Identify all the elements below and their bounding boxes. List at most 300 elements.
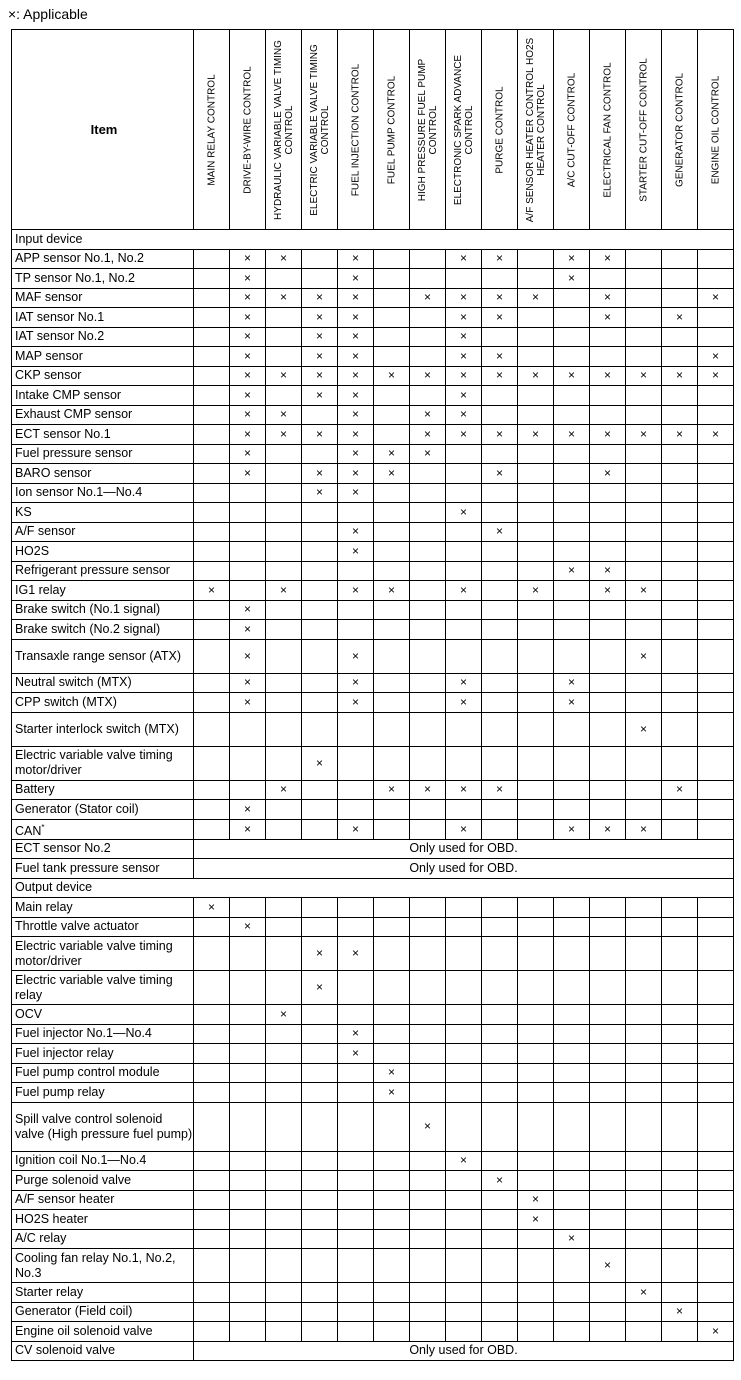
applicable-mark: × <box>482 288 518 308</box>
empty-cell <box>410 542 446 562</box>
empty-cell <box>266 937 302 971</box>
table-row <box>12 288 734 308</box>
applicable-mark: × <box>446 503 482 523</box>
empty-cell <box>482 1283 518 1303</box>
item-label: Brake switch (No.1 signal) <box>15 602 161 617</box>
item-label: Fuel injector No.1—No.4 <box>15 1026 152 1041</box>
empty-cell <box>626 503 662 523</box>
empty-cell <box>482 1151 518 1171</box>
item-label: IG1 relay <box>15 582 66 597</box>
empty-cell <box>554 1083 590 1103</box>
applicable-mark: × <box>446 366 482 386</box>
empty-cell <box>626 327 662 347</box>
empty-cell <box>554 780 590 800</box>
empty-cell <box>302 639 338 673</box>
empty-cell <box>590 780 626 800</box>
empty-cell <box>446 483 482 503</box>
empty-cell <box>590 600 626 620</box>
empty-cell <box>410 1151 446 1171</box>
applicable-mark: × <box>302 327 338 347</box>
table-row <box>12 308 734 328</box>
item-cell <box>12 1024 194 1044</box>
empty-cell <box>554 1151 590 1171</box>
section-row <box>12 230 734 250</box>
empty-cell <box>662 600 698 620</box>
empty-cell <box>302 522 338 542</box>
empty-cell <box>302 561 338 581</box>
empty-cell <box>194 269 230 289</box>
empty-cell <box>374 620 410 640</box>
empty-cell <box>662 347 698 367</box>
item-cell <box>12 308 194 328</box>
empty-cell <box>410 1210 446 1230</box>
empty-cell <box>662 746 698 780</box>
applicable-mark: × <box>338 1044 374 1064</box>
empty-cell <box>266 1229 302 1249</box>
empty-cell <box>626 444 662 464</box>
empty-cell <box>230 1322 266 1342</box>
item-cell <box>12 937 194 971</box>
empty-cell <box>698 386 734 406</box>
empty-cell <box>266 800 302 820</box>
empty-cell <box>698 1190 734 1210</box>
empty-cell <box>338 1302 374 1322</box>
empty-cell <box>338 1063 374 1083</box>
empty-cell <box>410 693 446 713</box>
empty-cell <box>518 1102 554 1151</box>
empty-cell <box>446 1044 482 1064</box>
empty-cell <box>662 269 698 289</box>
empty-cell <box>410 503 446 523</box>
empty-cell <box>554 347 590 367</box>
applicable-mark: × <box>554 269 590 289</box>
empty-cell <box>554 971 590 1005</box>
applicable-mark: × <box>410 288 446 308</box>
table-row <box>12 1249 734 1283</box>
applicable-mark: × <box>302 308 338 328</box>
empty-cell <box>446 522 482 542</box>
empty-cell <box>554 483 590 503</box>
table-row <box>12 639 734 673</box>
empty-cell <box>662 288 698 308</box>
empty-cell <box>662 249 698 269</box>
table-row <box>12 859 734 879</box>
applicable-mark: × <box>410 1102 446 1151</box>
applicable-mark: × <box>554 249 590 269</box>
empty-cell <box>518 898 554 918</box>
empty-cell <box>590 971 626 1005</box>
empty-cell <box>230 1210 266 1230</box>
empty-cell <box>518 444 554 464</box>
empty-cell <box>374 249 410 269</box>
section-label: Input device <box>12 230 734 250</box>
empty-cell <box>482 405 518 425</box>
item-label: Purge solenoid valve <box>15 1172 132 1187</box>
applicable-mark: × <box>230 327 266 347</box>
empty-cell <box>410 347 446 367</box>
empty-cell <box>662 971 698 1005</box>
empty-cell <box>518 917 554 937</box>
empty-cell <box>446 1322 482 1342</box>
item-cell <box>12 269 194 289</box>
empty-cell <box>590 522 626 542</box>
applicable-mark: × <box>626 366 662 386</box>
empty-cell <box>302 712 338 746</box>
empty-cell <box>626 600 662 620</box>
empty-cell <box>554 464 590 484</box>
empty-cell <box>266 1063 302 1083</box>
empty-cell <box>518 483 554 503</box>
item-label: Fuel pump control module <box>15 1065 160 1080</box>
empty-cell <box>482 971 518 1005</box>
item-label: Starter interlock switch (MTX) <box>15 721 179 736</box>
empty-cell <box>554 600 590 620</box>
item-cell <box>12 444 194 464</box>
item-cell <box>12 1102 194 1151</box>
empty-cell <box>446 1102 482 1151</box>
section-label: Output device <box>12 878 734 898</box>
empty-cell <box>698 1102 734 1151</box>
table-row <box>12 746 734 780</box>
empty-cell <box>410 1249 446 1283</box>
item-label: Battery <box>15 782 55 797</box>
empty-cell <box>410 673 446 693</box>
empty-cell <box>482 561 518 581</box>
empty-cell <box>662 483 698 503</box>
empty-cell <box>626 1302 662 1322</box>
empty-cell <box>302 898 338 918</box>
table-row <box>12 327 734 347</box>
applicable-mark: × <box>374 444 410 464</box>
empty-cell <box>374 1005 410 1025</box>
applicable-mark: × <box>338 693 374 713</box>
empty-cell <box>662 917 698 937</box>
empty-cell <box>626 1229 662 1249</box>
column-header <box>446 30 482 230</box>
empty-cell <box>554 712 590 746</box>
empty-cell <box>698 503 734 523</box>
empty-cell <box>410 937 446 971</box>
empty-cell <box>230 1190 266 1210</box>
applicable-mark: × <box>446 405 482 425</box>
empty-cell <box>266 1044 302 1064</box>
empty-cell <box>230 1151 266 1171</box>
empty-cell <box>446 917 482 937</box>
empty-cell <box>662 937 698 971</box>
empty-cell <box>374 308 410 328</box>
table-row <box>12 712 734 746</box>
empty-cell <box>302 1210 338 1230</box>
applicable-mark: × <box>590 308 626 328</box>
empty-cell <box>446 1190 482 1210</box>
empty-cell <box>518 347 554 367</box>
table-row <box>12 917 734 937</box>
empty-cell <box>194 1102 230 1151</box>
empty-cell <box>554 1171 590 1191</box>
applicable-mark: × <box>482 425 518 445</box>
empty-cell <box>194 639 230 673</box>
empty-cell <box>662 1190 698 1210</box>
table-row <box>12 347 734 367</box>
empty-cell <box>626 917 662 937</box>
empty-cell <box>194 937 230 971</box>
applicable-mark: × <box>662 425 698 445</box>
applicable-mark: × <box>230 425 266 445</box>
table-row <box>12 386 734 406</box>
empty-cell <box>590 327 626 347</box>
empty-cell <box>302 693 338 713</box>
empty-cell <box>626 800 662 820</box>
applicable-mark: × <box>302 971 338 1005</box>
empty-cell <box>518 405 554 425</box>
empty-cell <box>338 1249 374 1283</box>
applicable-mark: × <box>266 780 302 800</box>
table-row <box>12 1171 734 1191</box>
empty-cell <box>482 1024 518 1044</box>
empty-cell <box>698 542 734 562</box>
applicable-mark: × <box>554 425 590 445</box>
empty-cell <box>554 746 590 780</box>
empty-cell <box>590 483 626 503</box>
empty-cell <box>626 1005 662 1025</box>
empty-cell <box>698 600 734 620</box>
applicable-mark: × <box>410 425 446 445</box>
empty-cell <box>266 712 302 746</box>
empty-cell <box>374 542 410 562</box>
empty-cell <box>410 464 446 484</box>
item-label: Fuel pressure sensor <box>15 446 133 461</box>
empty-cell <box>194 366 230 386</box>
empty-cell <box>626 1102 662 1151</box>
item-cell <box>12 1044 194 1064</box>
legend: ×: Applicable <box>8 6 88 22</box>
empty-cell <box>662 522 698 542</box>
empty-cell <box>482 386 518 406</box>
applicable-mark: × <box>446 673 482 693</box>
empty-cell <box>518 819 554 839</box>
empty-cell <box>590 269 626 289</box>
empty-cell <box>374 269 410 289</box>
applicable-mark: × <box>338 581 374 601</box>
empty-cell <box>626 288 662 308</box>
empty-cell <box>590 800 626 820</box>
applicable-mark: × <box>590 581 626 601</box>
item-cell <box>12 1063 194 1083</box>
empty-cell <box>698 1229 734 1249</box>
empty-cell <box>374 1151 410 1171</box>
table-row <box>12 483 734 503</box>
empty-cell <box>482 639 518 673</box>
empty-cell <box>374 288 410 308</box>
empty-cell <box>662 1229 698 1249</box>
empty-cell <box>518 780 554 800</box>
empty-cell <box>194 347 230 367</box>
table-row <box>12 839 734 859</box>
empty-cell <box>626 1044 662 1064</box>
empty-cell <box>374 327 410 347</box>
empty-cell <box>266 522 302 542</box>
item-cell <box>12 1341 194 1361</box>
empty-cell <box>410 581 446 601</box>
empty-cell <box>194 503 230 523</box>
table-row <box>12 425 734 445</box>
empty-cell <box>590 386 626 406</box>
item-cell <box>12 561 194 581</box>
applicable-mark: × <box>338 483 374 503</box>
applicable-mark: × <box>698 425 734 445</box>
empty-cell <box>626 1210 662 1230</box>
empty-cell <box>266 1210 302 1230</box>
empty-cell <box>518 746 554 780</box>
empty-cell <box>554 1063 590 1083</box>
applicable-mark: × <box>590 366 626 386</box>
applicable-mark: × <box>626 581 662 601</box>
applicable-mark: × <box>374 581 410 601</box>
applicable-mark: × <box>446 308 482 328</box>
applicable-mark: × <box>590 249 626 269</box>
empty-cell <box>374 712 410 746</box>
empty-cell <box>698 269 734 289</box>
empty-cell <box>230 1283 266 1303</box>
empty-cell <box>446 1083 482 1103</box>
empty-cell <box>194 444 230 464</box>
table-row <box>12 561 734 581</box>
table-row <box>12 405 734 425</box>
item-label: A/F sensor heater <box>15 1192 115 1207</box>
empty-cell <box>374 347 410 367</box>
empty-cell <box>194 1151 230 1171</box>
empty-cell <box>194 308 230 328</box>
obd-note-cell: Only used for OBD. <box>194 859 734 879</box>
empty-cell <box>698 712 734 746</box>
applicable-mark: × <box>374 366 410 386</box>
empty-cell <box>338 561 374 581</box>
applicable-mark: × <box>554 673 590 693</box>
applicable-mark: × <box>374 1063 410 1083</box>
empty-cell <box>302 780 338 800</box>
empty-cell <box>518 1024 554 1044</box>
empty-cell <box>554 1102 590 1151</box>
table-row <box>12 600 734 620</box>
empty-cell <box>338 746 374 780</box>
applicable-mark: × <box>338 444 374 464</box>
empty-cell <box>698 1249 734 1283</box>
empty-cell <box>410 1063 446 1083</box>
item-cell <box>12 859 194 879</box>
empty-cell <box>482 1005 518 1025</box>
empty-cell <box>374 673 410 693</box>
empty-cell <box>482 712 518 746</box>
empty-cell <box>590 1229 626 1249</box>
empty-cell <box>374 693 410 713</box>
applicable-mark: × <box>266 1005 302 1025</box>
empty-cell <box>302 1005 338 1025</box>
item-cell <box>12 1005 194 1025</box>
empty-cell <box>518 561 554 581</box>
item-label: MAF sensor <box>15 290 83 305</box>
empty-cell <box>518 620 554 640</box>
empty-cell <box>230 1063 266 1083</box>
empty-cell <box>194 712 230 746</box>
item-label: Brake switch (No.2 signal) <box>15 621 161 636</box>
empty-cell <box>194 425 230 445</box>
item-label: CKP sensor <box>15 368 82 383</box>
empty-cell <box>338 1190 374 1210</box>
empty-cell <box>518 673 554 693</box>
item-cell <box>12 620 194 640</box>
empty-cell <box>194 780 230 800</box>
empty-cell <box>410 917 446 937</box>
empty-cell <box>590 1322 626 1342</box>
column-header <box>338 30 374 230</box>
empty-cell <box>626 746 662 780</box>
applicable-mark: × <box>230 800 266 820</box>
empty-cell <box>302 1190 338 1210</box>
empty-cell <box>698 937 734 971</box>
empty-cell <box>374 1229 410 1249</box>
item-label: Generator (Field coil) <box>15 1304 133 1319</box>
empty-cell <box>194 1322 230 1342</box>
empty-cell <box>374 639 410 673</box>
empty-cell <box>302 600 338 620</box>
item-label: Electric variable valve timing relay <box>15 972 173 1002</box>
applicable-mark: × <box>698 1322 734 1342</box>
applicable-mark: × <box>518 288 554 308</box>
empty-cell <box>194 971 230 1005</box>
empty-cell <box>410 1083 446 1103</box>
empty-cell <box>194 1210 230 1230</box>
empty-cell <box>266 1083 302 1103</box>
empty-cell <box>266 1190 302 1210</box>
empty-cell <box>194 673 230 693</box>
empty-cell <box>230 503 266 523</box>
applicable-mark: × <box>446 288 482 308</box>
empty-cell <box>230 1249 266 1283</box>
empty-cell <box>554 308 590 328</box>
empty-cell <box>590 1151 626 1171</box>
empty-cell <box>626 1083 662 1103</box>
empty-cell <box>626 522 662 542</box>
empty-cell <box>662 712 698 746</box>
applicable-mark: × <box>230 249 266 269</box>
item-label: Ion sensor No.1—No.4 <box>15 485 143 500</box>
empty-cell <box>446 620 482 640</box>
applicable-mark: × <box>554 1229 590 1249</box>
applicable-mark: × <box>446 425 482 445</box>
empty-cell <box>410 971 446 1005</box>
item-label: Fuel injector relay <box>15 1045 114 1060</box>
empty-cell <box>518 712 554 746</box>
empty-cell <box>662 1171 698 1191</box>
column-header-label: A/C CUT-OFF CONTROL <box>566 72 577 187</box>
empty-cell <box>194 561 230 581</box>
empty-cell <box>194 405 230 425</box>
empty-cell <box>626 937 662 971</box>
empty-cell <box>662 1063 698 1083</box>
applicable-mark: × <box>446 249 482 269</box>
empty-cell <box>446 464 482 484</box>
empty-cell <box>482 503 518 523</box>
applicable-mark: × <box>230 917 266 937</box>
empty-cell <box>338 800 374 820</box>
table-row <box>12 971 734 1005</box>
table-row <box>12 1229 734 1249</box>
item-cell <box>12 1249 194 1283</box>
empty-cell <box>698 561 734 581</box>
empty-cell <box>698 800 734 820</box>
empty-cell <box>302 581 338 601</box>
empty-cell <box>482 581 518 601</box>
